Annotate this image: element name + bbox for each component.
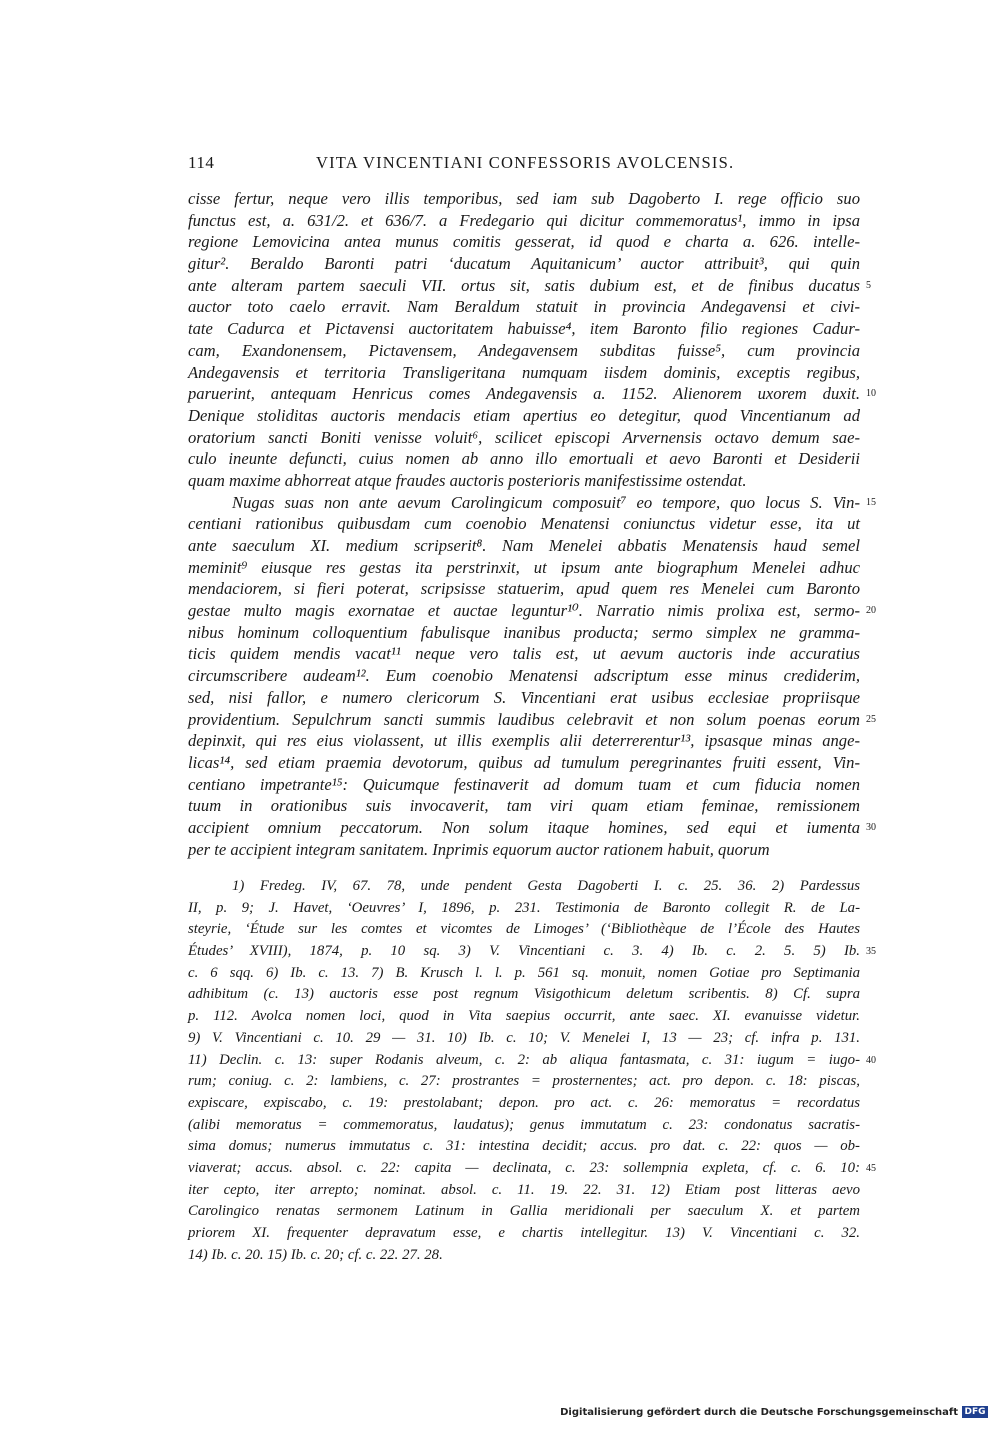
footnote-line xyxy=(188,1201,860,1223)
footnote-line-content: p. 112. Avolca nomen loci, quod in Vita saepius occurrit, ante saec. XI. evanuisse videtur. xyxy=(188,1008,860,1025)
text-line-content: ante saeculum XI. medium scripserit⁸. Nam Menelei abbatis Menatensis haud semel xyxy=(188,536,860,555)
footnote-line-content: expiscare, expiscabo, c. 19: prestolabant; depon. pro act. c. 26: memoratus = recordatus xyxy=(188,1094,860,1111)
line-number: 5 xyxy=(866,279,871,291)
text-line-content: Andegavensis et territoria Transligeritana numquam iisdem dominis, exceptis regibus, xyxy=(188,362,860,382)
line-number: 40 xyxy=(866,1054,876,1066)
text-line-content: paruerint, antequam Henricus comes Andegavensis a. 1152. Alienorem uxorem duxit. xyxy=(188,384,860,404)
text-line xyxy=(188,362,860,384)
footnote-line-content: steyrie, ‘Étude sur les comtes et vicomtes de Limoges’ (‘Bibliothèque de l’École des Hautes xyxy=(188,921,860,938)
text-line-content: centiani rationibus quibusdam cum coenobio Menatensi coniunctus videtur esse, ita ut xyxy=(188,514,860,534)
footnote-line xyxy=(188,1050,876,1072)
line-number: 25 xyxy=(866,713,876,725)
text-line-content: quam maxime abhorreat atque fraudes auctoris posterioris manifestissime ostendat. xyxy=(188,470,747,490)
footnote-line xyxy=(188,1006,860,1028)
text-line-content: per te accipient integram sanitatem. Inprimis equorum auctor rationem habuit, quorum xyxy=(188,839,770,859)
footnote-line xyxy=(188,1115,860,1137)
footnote-line xyxy=(188,963,860,985)
digitization-credit xyxy=(560,1404,988,1420)
footnote-line xyxy=(188,898,860,920)
text-line-content: gestae multo magis exornatae et auctae leguntur¹⁰. Narratio nimis prolixa est, sermo- xyxy=(188,601,860,621)
footnote-line-content: 9) V. Vincentiani c. 10. 29 — 31. 10) Ib. c. 10; V. Menelei I, 13 — 23; cf. infra p. 131. xyxy=(188,1029,860,1046)
footnote-line xyxy=(188,984,860,1006)
text-line xyxy=(188,253,860,275)
text-line-content: cam, Exandonensem, Pictavensem, Andegavensem subditas fuisse⁵, cum provincia xyxy=(188,340,860,360)
text-line-content: culo ineunte defuncti, cuius nomen ab anno illo emortuali et aevo Baronti et Desiderii xyxy=(188,449,860,469)
text-line xyxy=(188,448,860,470)
text-line-content: ante alteram partem saeculi VII. ortus sit, satis dubium est, et de finibus ducatus xyxy=(188,275,860,295)
text-line-content: functus est, a. 631/2. et 636/7. a Fredegario qui dicitur commemoratus¹, immo in ipsa xyxy=(188,210,860,230)
text-line-content: Denique stoliditas auctoris mendacis etiam apertius eo detegitur, quod Vincentianum ad xyxy=(188,405,860,425)
footnote-line-content: rum; coniug. c. 2: lambiens, c. 27: prostrantes = prosternentes; act. pro depon. c. 18: piscas, xyxy=(188,1073,860,1090)
text-line-content: oratorium sancti Boniti venisse voluit⁶, scilicet episcopi Arvernensis octavo demum sae- xyxy=(188,427,860,447)
line-number: 20 xyxy=(866,605,876,617)
text-line xyxy=(188,535,860,557)
footnote-line-content: viaverat; accus. absol. c. 22: capita — declinata, c. 23: sollempnia expleta, cf. c. 6. 10: xyxy=(188,1159,860,1176)
footnote-line xyxy=(188,1136,860,1158)
text-line xyxy=(188,622,860,644)
text-line-content: depinxit, qui res eius violassent, ut illis exemplis alii deterrerentur¹³, ipsasque minas ange- xyxy=(188,731,860,751)
text-line xyxy=(188,492,876,514)
text-line xyxy=(188,643,860,665)
text-line-content: providentium. Sepulchrum sancti summis laudibus celebravit et non solum poenas eorum xyxy=(188,709,860,729)
text-line xyxy=(188,665,860,687)
text-line xyxy=(188,188,860,210)
text-line xyxy=(188,709,876,731)
text-line-content: ticis quidem mendis vacat¹¹ neque vero talis est, ut aevum auctoris inde accuratius xyxy=(188,644,860,664)
text-line xyxy=(188,752,860,774)
text-line xyxy=(188,557,860,579)
text-line-content: centiano impetrante¹⁵: Quicumque festinaverit ad domum tuam et cum fiducia nomen xyxy=(188,774,860,794)
credit-text: Digitalisierung gefördert durch die Deutsche Forschungsgemeinschaft xyxy=(560,1406,958,1418)
text-line xyxy=(188,405,860,427)
page-header xyxy=(188,153,860,175)
line-number: 10 xyxy=(866,388,876,400)
text-line-content: gitur². Beraldo Baronti patri ‘ducatum Aquitanicum’ auctor attribuit³, qui quin xyxy=(188,254,860,274)
text-line-content: nibus hominum colloquentium fabulisque inanibus producta; sermo simplex ne gramma- xyxy=(188,622,860,642)
text-line-content: regione Lemovicina antea munus comitis gesserat, id quod e charta a. 626. intelle- xyxy=(188,232,860,252)
text-line xyxy=(188,839,860,861)
footnote-line xyxy=(188,1245,860,1267)
text-line xyxy=(188,340,860,362)
text-line xyxy=(188,470,860,492)
footnote-line xyxy=(188,1223,860,1245)
footnote-line xyxy=(188,919,860,941)
dfg-logo: DFG xyxy=(962,1406,988,1418)
text-line-content: accipient omnium peccatorum. Non solum itaque homines, sed equi et iumenta xyxy=(188,817,860,837)
text-line xyxy=(188,427,860,449)
text-line-content: auctor toto caelo erravit. Nam Beraldum statuit in provincia Andegavensi et civi- xyxy=(188,297,860,317)
footnote-line xyxy=(188,1093,860,1115)
text-line xyxy=(188,513,860,535)
footnote-line-content: (alibi memoratus = commemoratus, laudatus); genus immutatum c. 23: condonatus sacratis- xyxy=(188,1116,860,1133)
text-line xyxy=(188,687,860,709)
text-line-content: mendaciorem, si fieri poterat, scripsisse statuerim, apud quem res Menelei cum Baronto xyxy=(188,579,860,599)
footnote-line-content: 11) Declin. c. 13: super Rodanis alveum, c. 2: ab aliqua fantasmata, c. 31: iugum = iugo- xyxy=(188,1051,860,1068)
text-line-content: licas¹⁴, sed etiam praemia devotorum, quibus ad tumulum peregrinantes fruiti essent, Vin- xyxy=(188,752,860,772)
footnote-line xyxy=(188,941,876,963)
text-line xyxy=(188,231,860,253)
text-line-content: tate Cadurca et Pictavensi auctoritatem habuisse⁴, item Baronto filio regiones Cadur- xyxy=(188,319,860,339)
page-number: 114 xyxy=(188,153,215,172)
text-line xyxy=(188,210,860,232)
footnotes xyxy=(188,876,876,1266)
line-number: 45 xyxy=(866,1162,876,1174)
text-line xyxy=(188,275,871,297)
running-title: VITA VINCENTIANI CONFESSORIS AVOLCENSIS. xyxy=(316,153,735,172)
text-line xyxy=(188,383,876,405)
line-number: 15 xyxy=(866,496,876,508)
line-number: 30 xyxy=(866,821,876,833)
footnote-line-content: priorem XI. frequenter depravatum esse, e chartis intellegitur. 13) V. Vincentiani c. 32. xyxy=(188,1225,860,1241)
footnote-line xyxy=(188,1071,860,1093)
line-number: 35 xyxy=(866,946,876,958)
footnote-line-content: sima domus; numerus immutatus c. 31: intestina decidit; accus. pro dat. c. 22: quos — ob- xyxy=(188,1138,860,1155)
text-line-content: meminit⁹ eiusque res gestas ita perstrinxit, ut ipsum ante biographum Menelei adhuc xyxy=(188,557,860,577)
text-line xyxy=(188,730,860,752)
footnote-line-content: 14) Ib. c. 20. 15) Ib. c. 20; cf. c. 22. 27. 28. xyxy=(188,1246,443,1263)
footnote-line-content: adhibitum (c. 13) auctoris esse post regnum Visigothicum deletum scribentis. 8) Cf. supra xyxy=(188,986,860,1003)
text-line xyxy=(188,296,860,318)
text-line xyxy=(188,817,876,839)
text-line xyxy=(188,795,860,817)
footnote-line xyxy=(188,1180,860,1202)
text-line-content: tuum in orationibus suis invocaverit, tam viri quam etiam feminae, remissionem xyxy=(188,796,860,816)
footnote-line xyxy=(188,876,860,898)
footnote-line-content: Carolingico renatas sermonem Latinum in Gallia meridionali per saeculum X. et partem xyxy=(188,1203,860,1220)
main-text xyxy=(188,188,876,860)
footnote-line-content: II, p. 9; J. Havet, ‘Oeuvres’ I, 1896, p. 231. Testimonia de Baronto collegit R. de La- xyxy=(188,899,860,916)
text-line-content: cisse fertur, neque vero illis temporibus, sed iam sub Dagoberto I. rege officio suo xyxy=(188,189,860,208)
text-line xyxy=(188,600,876,622)
footnote-line-content: iter cepto, iter arrepto; nominat. absol. c. 11. 19. 22. 31. 12) Etiam post litteras aevo xyxy=(188,1181,860,1198)
text-line-content: circumscribere audeam¹². Eum coenobio Menatensi adscriptum esse minus crediderim, xyxy=(188,666,860,686)
text-line-content: Nugas suas non ante aevum Carolingicum composuit⁷ eo tempore, quo locus S. Vin- xyxy=(232,492,860,512)
footnote-line-content: 1) Fredeg. IV, 67. 78, unde pendent Gesta Dagoberti I. c. 25. 36. 2) Pardessus xyxy=(232,878,860,894)
text-line xyxy=(188,318,860,340)
text-line xyxy=(188,774,860,796)
footnote-line xyxy=(188,1158,876,1180)
text-line xyxy=(188,578,860,600)
text-line-content: sed, nisi fallor, e numero clericorum S. Vincentiani erat usibus ecclesiae propriisque xyxy=(188,687,860,707)
footnote-line xyxy=(188,1028,860,1050)
footnote-line-content: Études’ XVIII), 1874, p. 10 sq. 3) V. Vincentiani c. 3. 4) Ib. c. 2. 5. 5) Ib. xyxy=(188,943,860,960)
footnote-line-content: c. 6 sqq. 6) Ib. c. 13. 7) B. Krusch l. l. p. 561 sq. monuit, nomen Gotiae pro Septimania xyxy=(188,964,860,981)
